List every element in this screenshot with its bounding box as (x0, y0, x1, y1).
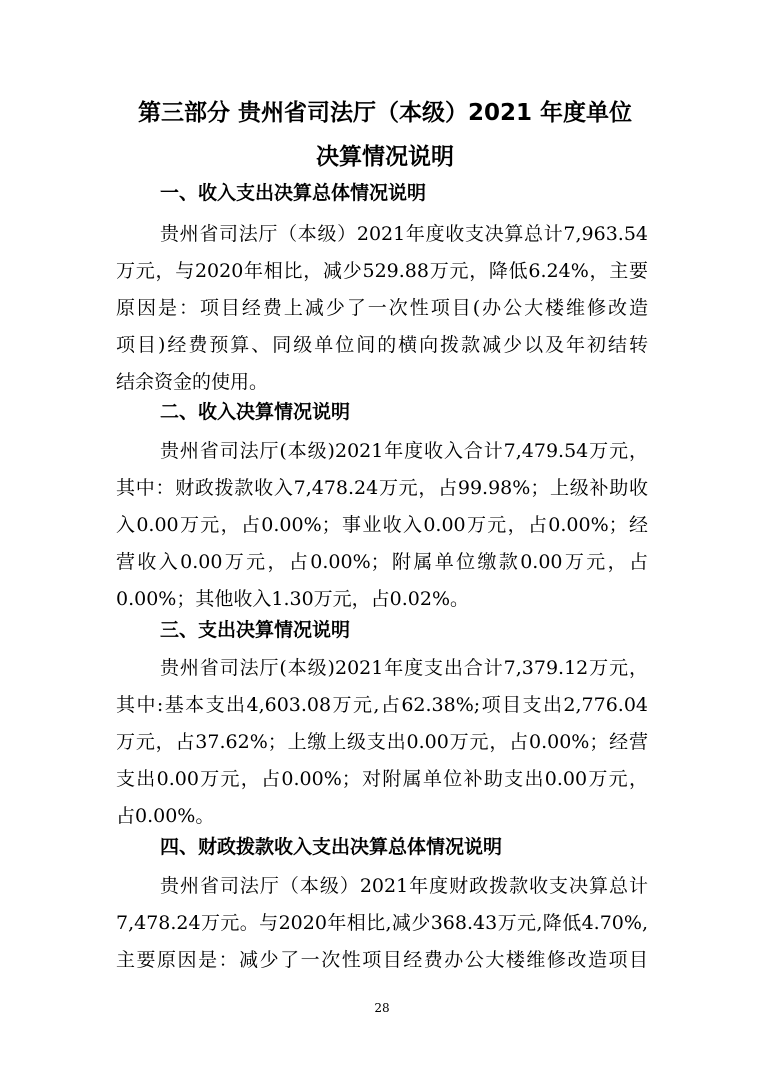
section-3-line-5: 占0.00%。 (116, 805, 215, 827)
section-3-line-3: 万元，占37.62%；上缴上级支出0.00万元，占0.00%；经营 (116, 731, 648, 753)
section-4-heading: 四、财政拨款收入支出决算总体情况说明 (160, 836, 503, 858)
page-title-line-2: 决算情况说明 (316, 144, 454, 170)
section-1-line-4: 项目)经费预算、同级单位间的横向拨款减少以及年初结转 (116, 334, 648, 356)
section-2-line-1: 贵州省司法厅(本级)2021年度收入合计7,479.54万元， (160, 440, 648, 462)
section-1-line-3: 原因是：项目经费上减少了一次性项目(办公大楼维修改造 (116, 297, 648, 319)
section-1-line-1: 贵州省司法厅（本级）2021年度收支决算总计7,963.54 (160, 223, 648, 245)
section-4-line-2: 7,478.24万元。与2020年相比,减少368.43万元,降低4.70%, (116, 912, 648, 934)
section-2-line-5: 0.00%；其他收入1.30万元，占0.02%。 (116, 588, 470, 610)
section-2-line-4: 营收入0.00万元，占0.00%；附属单位缴款0.00万元，占 (116, 551, 648, 573)
section-4-line-1: 贵州省司法厅（本级）2021年度财政拨款收支决算总计 (160, 875, 648, 897)
page-title-line-1: 第三部分 贵州省司法厅（本级）2021 年度单位 (137, 100, 633, 126)
section-1-line-2: 万元，与2020年相比，减少529.88万元，降低6.24%，主要 (116, 260, 648, 282)
section-3-line-1: 贵州省司法厅(本级)2021年度支出合计7,379.12万元， (160, 657, 648, 679)
section-2-line-2: 其中：财政拨款收入7,478.24万元，占99.98%；上级补助收 (116, 477, 648, 499)
section-2-line-3: 入0.00万元，占0.00%；事业收入0.00万元，占0.00%；经 (116, 514, 648, 536)
section-3-heading: 三、支出决算情况说明 (160, 619, 351, 641)
section-4-line-3: 主要原因是：减少了一次性项目经费办公大楼维修改造项目 (116, 949, 648, 971)
section-2-heading: 二、收入决算情况说明 (160, 401, 351, 423)
section-1-line-5: 结余资金的使用。 (116, 371, 269, 393)
section-1-heading: 一、收入支出决算总体情况说明 (160, 182, 427, 204)
page-number: 28 (374, 1001, 390, 1015)
section-3-line-4: 支出0.00万元，占0.00%；对附属单位补助支出0.00万元， (116, 768, 648, 790)
section-3-line-2: 其中:基本支出4,603.08万元,占62.38%;项目支出2,776.04 (116, 694, 648, 716)
